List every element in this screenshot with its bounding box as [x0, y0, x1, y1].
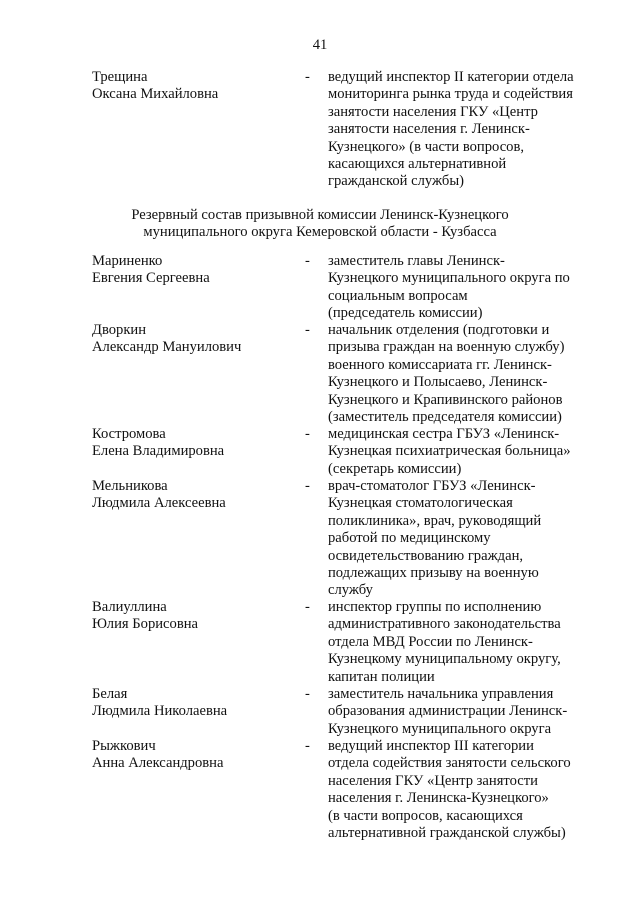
member-role: врач-стоматолог ГБУЗ «Ленинск- Кузнецкая стоматологическая поликлиника», врач, руководящий работой по медицинскому освидетельствованию граждан, подлежащих призыву на военную службу	[328, 478, 542, 599]
member-role: ведущий инспектор III категории отдела содействия занятости сельского населения ГКУ «Центр занятости населения г. Ленинска-Кузнецкого» (в части вопросов, касающихся альтернативной гражданской службы)	[328, 738, 571, 842]
section-heading: Резервный состав призывной комиссии Ленинск-Кузнецкого муниципального округа Кемеровской области - Кузбасса	[131, 207, 509, 241]
dash-separator: -	[305, 426, 310, 442]
dash-separator: -	[305, 478, 310, 494]
dash-separator: -	[305, 322, 310, 338]
member-role: ведущий инспектор II категории отдела мониторинга рынка труда и содействия занятости населения ГКУ «Центр занятости населения г. Ленинск- Кузнецкого» (в части вопросов, касающихся альтернативной гражданской службы)	[328, 69, 574, 190]
page-number: 41	[312, 37, 328, 53]
member-role: заместитель главы Ленинск- Кузнецкого муниципального округа по социальным вопросам (председатель комиссии)	[328, 253, 570, 322]
member-name: Трещина Оксана Михайловна	[92, 69, 219, 103]
member-name: Белая Людмила Николаевна	[92, 686, 228, 720]
member-role: начальник отделения (подготовки и призыва граждан на военную службу) военного комиссариата гг. Ленинск- Кузнецкого и Полысаево, Ленинск- Кузнецкого и Крапивинского районов (заместитель председателя комиссии)	[328, 322, 565, 426]
dash-separator: -	[305, 599, 310, 615]
member-role: инспектор группы по исполнению административного законодательства отдела МВД России по Ленинск- Кузнецкому муниципальному округу, капитан полиции	[328, 599, 561, 685]
member-name: Костромова Елена Владимировна	[92, 426, 225, 460]
member-name: Рыжкович Анна Александровна	[92, 738, 224, 772]
dash-separator: -	[305, 738, 310, 754]
member-name: Мариненко Евгения Сергеевна	[92, 253, 210, 287]
member-name: Мельникова Людмила Алексеевна	[92, 478, 226, 512]
dash-separator: -	[305, 69, 310, 85]
member-role: заместитель начальника управления образования администрации Ленинск- Кузнецкого муниципального округа	[328, 686, 568, 737]
member-role: медицинская сестра ГБУЗ «Ленинск- Кузнецкая психиатрическая больница» (секретарь комиссии)	[328, 426, 571, 477]
dash-separator: -	[305, 253, 310, 269]
dash-separator: -	[305, 686, 310, 702]
member-name: Валиуллина Юлия Борисовна	[92, 599, 198, 633]
member-name: Дворкин Александр Мануилович	[92, 322, 242, 356]
